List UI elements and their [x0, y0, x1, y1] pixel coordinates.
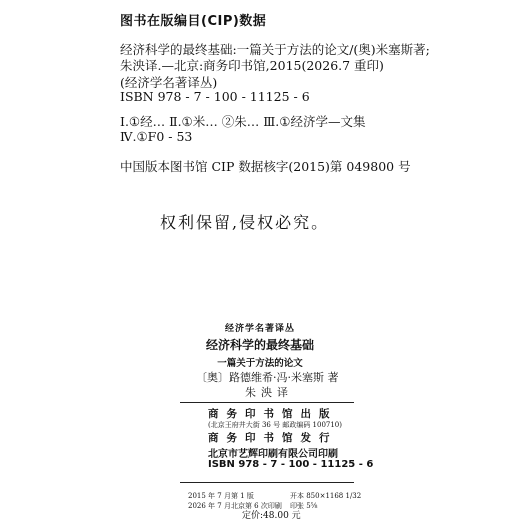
book-subtitle: 一篇关于方法的论文: [217, 358, 303, 369]
translator-line: 朱泱译: [245, 386, 293, 399]
edition-first: 2015 年 7 月第 1 版: [188, 492, 254, 500]
publisher-address: (北京王府井大街 36 号 邮政编码 100710): [208, 421, 342, 429]
price: 定价:48.00 元: [242, 511, 301, 520]
format-info: 开本 850×1168 1/32: [290, 492, 362, 500]
cip-index-line: Ⅰ.①经… Ⅱ.①米… ②朱… Ⅲ.①经济学—文集: [120, 114, 366, 129]
book-title: 经济科学的最终基础: [205, 338, 314, 352]
cip-series-line: (经济学名著译丛): [120, 75, 218, 90]
divider-bottom: [180, 482, 354, 483]
cip-publisher-line: 朱泱译.—北京:商务印书馆,2015(2026.7 重印): [120, 58, 384, 73]
series-name: 经济学名著译丛: [224, 324, 295, 334]
publisher-line: 商务印书馆出版: [208, 408, 338, 420]
divider-top: [180, 402, 354, 403]
sheets-info: 印张 5⅝: [290, 502, 318, 510]
author-line: 〔奥〕路德维希·冯·米塞斯 著: [196, 371, 339, 384]
printer-line: 北京市艺辉印刷有限公司印刷: [208, 449, 338, 460]
cip-heading: 图书在版编目(CIP)数据: [120, 14, 267, 29]
isbn-line: ISBN 978 - 7 - 100 - 11125 - 6: [208, 459, 374, 470]
edition-print: 2026 年 7 月北京第 6 次印刷: [188, 502, 282, 510]
cip-classification-line: Ⅳ.①F0 - 53: [120, 129, 193, 144]
distributor-line: 商务印书馆发行: [208, 432, 338, 444]
cip-isbn-line: ISBN 978 - 7 - 100 - 11125 - 6: [120, 89, 310, 104]
cip-record-number-line: 中国版本图书馆 CIP 数据核字(2015)第 049800 号: [120, 159, 411, 174]
cip-title-line: 经济科学的最终基础:一篇关于方法的论文/(奥)米塞斯著;: [120, 42, 430, 57]
rights-notice: 权利保留,侵权必究。: [160, 213, 330, 232]
